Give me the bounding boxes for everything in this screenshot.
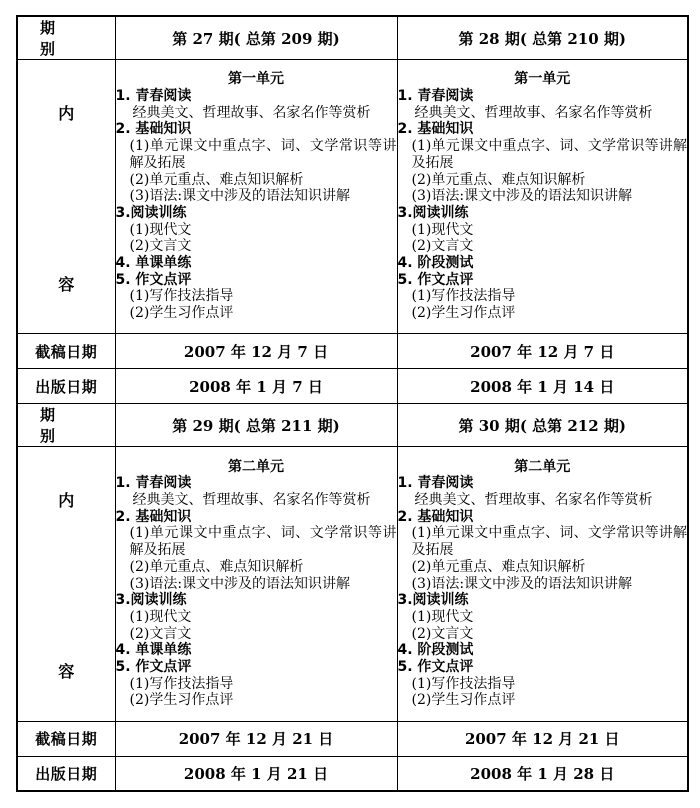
section-line: (2)学生习作点评 xyxy=(411,692,516,709)
section-heading: 1. 青春阅读 xyxy=(397,475,474,492)
content-label xyxy=(17,60,115,334)
section-line: (2)学生习作点评 xyxy=(411,305,516,322)
section-line: (2)学生习作点评 xyxy=(129,305,234,322)
content-label-char: 容 xyxy=(58,275,75,294)
schedule-table xyxy=(16,15,689,792)
section-heading: 3.阅读训练 xyxy=(397,204,469,221)
section-line: (2)文言文 xyxy=(411,625,474,642)
section-line: (3)语法:课文中涉及的语法知识讲解 xyxy=(129,575,351,592)
issue-content xyxy=(397,60,688,334)
issue-content xyxy=(115,447,397,721)
section-line: 经典美文、哲理故事、名家名作等赏析 xyxy=(414,104,653,121)
deadline-date: 2007 年 12 月 7 日 xyxy=(397,334,688,369)
section-line: (1)写作技法指导 xyxy=(129,288,234,305)
section-heading: 1. 青春阅读 xyxy=(115,475,192,492)
issue-header-row xyxy=(17,404,688,447)
section-heading: 3.阅读训练 xyxy=(115,204,187,221)
deadline-row xyxy=(17,334,688,369)
section-heading: 5. 作文点评 xyxy=(115,271,192,288)
section-heading: 4. 阶段测试 xyxy=(397,642,474,659)
section-line: (3)语法:课文中涉及的语法知识讲解 xyxy=(129,188,351,205)
section-heading: 5. 作文点评 xyxy=(397,659,474,676)
section-line: (2)文言文 xyxy=(129,238,192,255)
deadline-date: 2007 年 12 月 7 日 xyxy=(115,334,397,369)
issue-content xyxy=(115,60,397,334)
issue-title: 第 29 期( 总第 211 期) xyxy=(115,404,397,447)
unit-title: 第一单元 xyxy=(228,71,284,88)
section-line: (1)现代文 xyxy=(411,221,474,238)
section-heading: 2. 基础知识 xyxy=(115,121,192,138)
section-line: 经典美文、哲理故事、名家名作等赏析 xyxy=(414,492,653,508)
section-heading: 2. 基础知识 xyxy=(397,121,474,138)
content-label-char: 容 xyxy=(58,662,75,682)
section-line: (2)学生习作点评 xyxy=(129,692,234,709)
publish-label: 出版日期 xyxy=(17,756,115,791)
publish-row xyxy=(17,369,688,404)
deadline-date: 2007 年 12 月 21 日 xyxy=(115,721,397,756)
content-label-char: 内 xyxy=(58,103,75,123)
section-line: (1)单元课文中重点字、词、文学常识等讲解及拓展 xyxy=(411,525,687,559)
section-line: (3)语法:课文中涉及的语法知识讲解 xyxy=(411,188,633,205)
issue-title: 第 28 期( 总第 210 期) xyxy=(397,16,688,60)
section-line: (1)写作技法指导 xyxy=(411,675,516,692)
unit-title: 第一单元 xyxy=(514,71,571,88)
deadline-label: 截稿日期 xyxy=(17,721,115,756)
section-heading: 1. 青春阅读 xyxy=(115,88,192,105)
publish-date: 2008 年 1 月 7 日 xyxy=(115,369,397,404)
issue-label: 期 别 xyxy=(17,404,115,447)
section-heading: 3.阅读训练 xyxy=(397,592,469,609)
section-line: (2)文言文 xyxy=(129,625,192,642)
section-line: 经典美文、哲理故事、名家名作等赏析 xyxy=(132,104,371,121)
section-line: (2)单元重点、难点知识解析 xyxy=(411,558,586,575)
section-heading: 3.阅读训练 xyxy=(115,592,187,609)
deadline-row xyxy=(17,721,688,756)
section-line: (2)单元重点、难点知识解析 xyxy=(129,171,304,188)
deadline-label: 截稿日期 xyxy=(17,334,115,369)
section-line: (1)单元课文中重点字、词、文学常识等讲解及拓展 xyxy=(411,138,687,171)
section-line: 经典美文、哲理故事、名家名作等赏析 xyxy=(132,492,371,508)
publish-date: 2008 年 1 月 14 日 xyxy=(397,369,688,404)
content-label xyxy=(17,447,115,721)
unit-title: 第二单元 xyxy=(228,458,284,475)
content-row xyxy=(17,447,688,721)
section-line: (2)单元重点、难点知识解析 xyxy=(129,558,304,575)
section-line: (1)写作技法指导 xyxy=(129,675,234,692)
deadline-date: 2007 年 12 月 21 日 xyxy=(397,721,688,756)
section-heading: 5. 作文点评 xyxy=(115,659,192,676)
content-label-char: 内 xyxy=(58,491,75,511)
issue-header-row xyxy=(17,16,688,60)
section-line: (1)单元课文中重点字、词、文学常识等讲解及拓展 xyxy=(129,525,397,559)
unit-title: 第二单元 xyxy=(514,458,571,475)
issue-title: 第 30 期( 总第 212 期) xyxy=(397,404,688,447)
section-heading: 2. 基础知识 xyxy=(115,508,192,525)
section-heading: 1. 青春阅读 xyxy=(397,88,474,105)
section-line: (1)写作技法指导 xyxy=(411,288,516,305)
publish-date: 2008 年 1 月 21 日 xyxy=(115,756,397,791)
section-line: (1)现代文 xyxy=(129,608,192,625)
section-line: (1)现代文 xyxy=(411,608,474,625)
section-heading: 4. 单课单练 xyxy=(115,255,192,272)
issue-schedule xyxy=(16,15,687,792)
section-heading: 4. 阶段测试 xyxy=(397,255,474,272)
publish-row xyxy=(17,756,688,791)
issue-title: 第 27 期( 总第 209 期) xyxy=(115,16,397,60)
section-heading: 4. 单课单练 xyxy=(115,642,192,659)
issue-label: 期 别 xyxy=(17,16,115,60)
section-line: (3)语法:课文中涉及的语法知识讲解 xyxy=(411,575,633,592)
section-line: (1)现代文 xyxy=(129,221,192,238)
section-heading: 5. 作文点评 xyxy=(397,271,474,288)
section-heading: 2. 基础知识 xyxy=(397,508,474,525)
publish-label: 出版日期 xyxy=(17,369,115,404)
content-row xyxy=(17,60,688,334)
section-line: (1)单元课文中重点字、词、文学常识等讲解及拓展 xyxy=(129,138,397,171)
issue-content xyxy=(397,447,688,721)
section-line: (2)文言文 xyxy=(411,238,474,255)
section-line: (2)单元重点、难点知识解析 xyxy=(411,171,586,188)
publish-date: 2008 年 1 月 28 日 xyxy=(397,756,688,791)
